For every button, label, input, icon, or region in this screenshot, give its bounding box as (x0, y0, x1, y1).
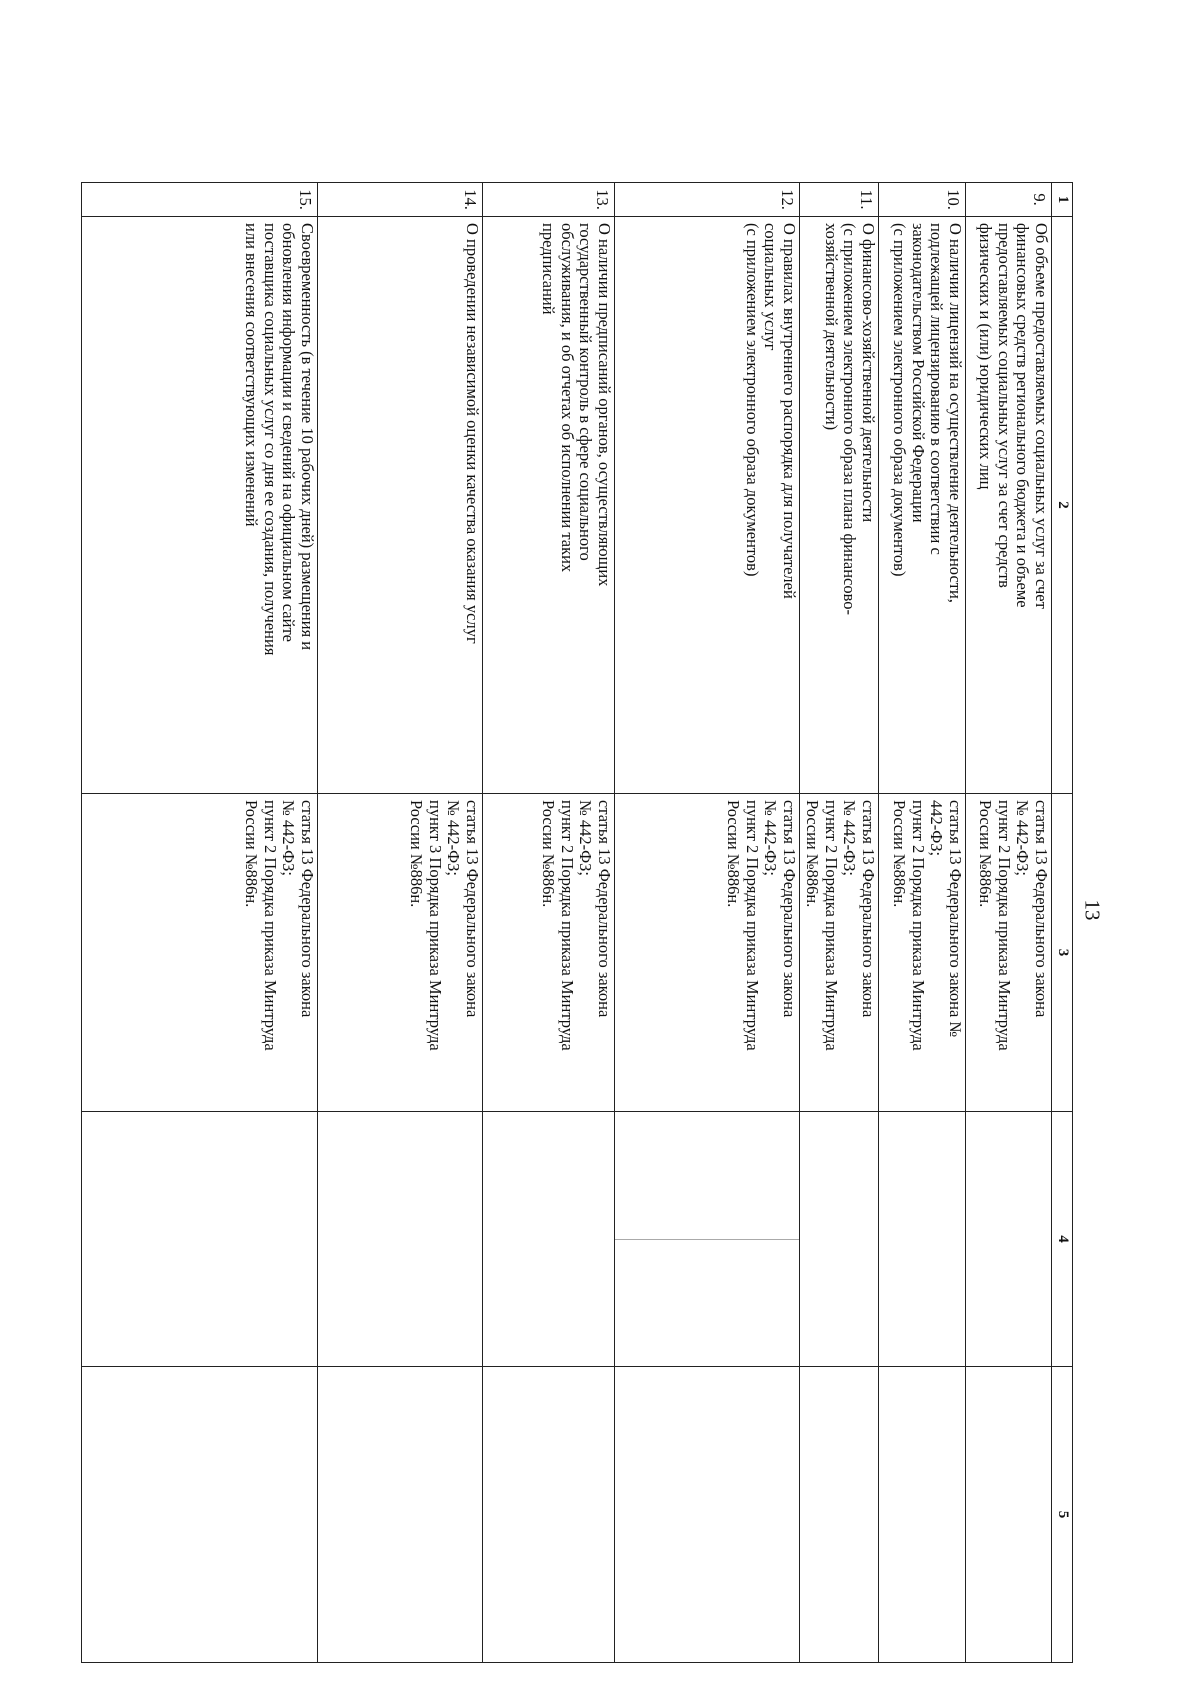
row-cell-5 (879, 1367, 966, 1663)
row-cell-4 (879, 1112, 966, 1367)
services-table (81, 182, 1073, 1663)
row-description: О правилах внутреннего распорядка для получателей социальных услуг (с приложением электронного образа документов) (615, 217, 800, 794)
table-row (483, 183, 615, 1663)
row-legal-basis: статья 13 Федерального закона № 442-ФЗ; пункт 2 Порядка приказа Минтруда России №886н. (483, 794, 615, 1112)
column-header-5: 5 (1052, 1367, 1073, 1663)
table-row (318, 183, 483, 1663)
row-number: 11. (800, 183, 879, 217)
column-header-4: 4 (1052, 1112, 1073, 1367)
row-description: О наличии лицензий на осуществление деятельности, подлежащей лицензированию в соответствии с законодательством Российской Федерации (с приложением электронного образа документов) (879, 217, 966, 794)
table-row (82, 183, 318, 1663)
row-cell-4 (82, 1112, 318, 1367)
row-cell-5 (483, 1367, 615, 1663)
row-legal-basis: статья 13 Федерального закона № 442-ФЗ; пункт 2 Порядка приказа Минтруда России №886н. (966, 794, 1052, 1112)
row-legal-basis: статья 13 Федерального закона № 442-ФЗ; пункт 2 Порядка приказа Минтруда России №886н. (800, 794, 879, 1112)
row-description: О наличии предписаний органов, осуществляющих государственный контроль в сфере социального обслуживания, и об отчетах об исполнении таких предписаний (483, 217, 615, 794)
row-cell-4 (615, 1112, 800, 1367)
table-row (615, 183, 800, 1663)
row-cell-4 (318, 1112, 483, 1367)
rotated-table-container (81, 182, 1073, 1662)
subcolumn (615, 1112, 799, 1239)
row-number: 14. (318, 183, 483, 217)
row-number: 15. (82, 183, 318, 217)
row-description: Об объеме предоставляемых социальных услуг за счет финансовых средств регионального бюджета и объеме предоставляемых социальных услуг за счет средств физических и (или) юридических лиц (966, 217, 1052, 794)
row-number: 12. (615, 183, 800, 217)
subcolumns (615, 1112, 799, 1366)
row-description: Своевременность (в течение 10 рабочих дней) размещения и обновления информации и сведений на официальном сайте поставщика социальных услуг со дня ее создания, получения или внесения соответствующих изменений (82, 217, 318, 794)
row-cell-5 (800, 1367, 879, 1663)
row-cell-5 (82, 1367, 318, 1663)
row-number: 9. (966, 183, 1052, 217)
row-cell-5 (615, 1367, 800, 1663)
row-description: О проведении независимой оценки качества оказания услуг (318, 217, 483, 794)
subcolumn (615, 1239, 799, 1367)
row-legal-basis: статья 13 Федерального закона № 442-ФЗ; пункт 2 Порядка приказа Минтруда России №886н. (615, 794, 800, 1112)
header-row (1052, 183, 1073, 1663)
row-legal-basis: статья 13 Федерального закона № 442-ФЗ; пункт 2 Порядка приказа Минтруда России №886н. (879, 794, 966, 1112)
row-legal-basis: статья 13 Федерального закона № 442-ФЗ; пункт 2 Порядка приказа Минтруда России №886н. (82, 794, 318, 1112)
column-header-1: 1 (1052, 183, 1073, 217)
row-cell-4 (800, 1112, 879, 1367)
column-header-2: 2 (1052, 217, 1073, 794)
page-number: 13 (1080, 899, 1105, 921)
table-row (800, 183, 879, 1663)
table-row (966, 183, 1052, 1663)
row-cell-5 (966, 1367, 1052, 1663)
row-number: 13. (483, 183, 615, 217)
row-description: О финансово-хозяйственной деятельности (с приложением электронного образа плана финансово- хозяйственной деятельности) (800, 217, 879, 794)
row-number: 10. (879, 183, 966, 217)
row-legal-basis: статья 13 Федерального закона № 442-ФЗ; пункт 3 Порядка приказа Минтруда России №886н. (318, 794, 483, 1112)
row-cell-4 (966, 1112, 1052, 1367)
row-cell-5 (318, 1367, 483, 1663)
table-row (879, 183, 966, 1663)
row-cell-4 (483, 1112, 615, 1367)
column-header-3: 3 (1052, 794, 1073, 1112)
